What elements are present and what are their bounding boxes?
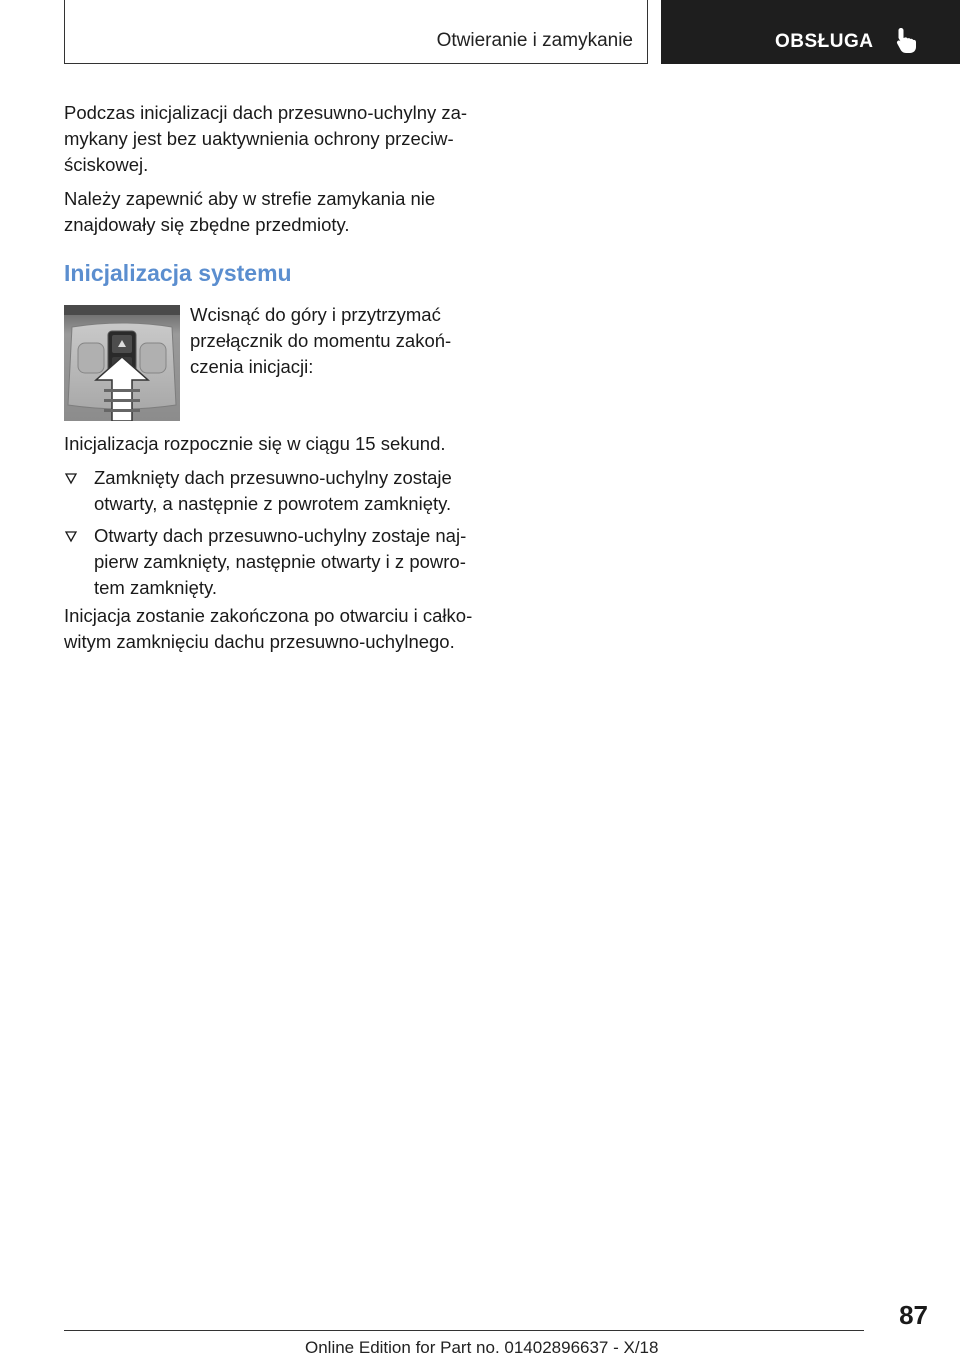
triangle-bullet-icon — [64, 524, 78, 548]
paragraph-closing-area-warning: Należy zapewnić aby w strefie zamykania nie znajdowały się zbędne przedmioty. — [64, 188, 436, 235]
page-number: 87 — [899, 1300, 928, 1330]
paragraph-init-complete: Inicjacja zostanie zakończona po otwarciu i całkowitym zamknięciu dachu przesuwno-uchylnego. — [64, 605, 473, 652]
bullet-text: Otwarty dach przesuwno-uchylny zostaje najpierw zamknięty, następnie otwarty i z powrotem zamknięty. — [94, 525, 467, 598]
chapter-title: OBSŁUGA — [775, 31, 874, 52]
header-section-box — [64, 0, 648, 64]
list-item — [64, 465, 484, 517]
bullet-text: Zamknięty dach przesuwno-uchylny zostaje otwarty, a następnie z powrotem zamknięty. — [94, 467, 452, 514]
paragraph-init-closing: Podczas inicjalizacji dach przesuwno-uchylny zamykany jest bez uaktywnienia ochrony przeciwściskowej. — [64, 102, 468, 175]
list-item — [64, 523, 484, 601]
roof-switch-illustration — [64, 305, 180, 421]
footer-divider — [64, 1330, 864, 1331]
footer-edition: Online Edition for Part no. 01402896637 - X/18 — [305, 1338, 659, 1357]
pointing-hand-icon — [895, 26, 921, 54]
paragraph-init-start: Inicjalizacja rozpocznie się w ciągu 15 sekund. — [64, 433, 446, 454]
triangle-bullet-icon — [64, 466, 78, 490]
figure-instruction: Wcisnąć do góry i przytrzymać przełącznik do momentu zakończenia inicjacji: — [190, 304, 452, 377]
section-heading: Inicjalizacja systemu — [64, 260, 292, 286]
header-chapter-box — [661, 0, 960, 64]
section-title: Otwieranie i zamykanie — [436, 30, 633, 51]
